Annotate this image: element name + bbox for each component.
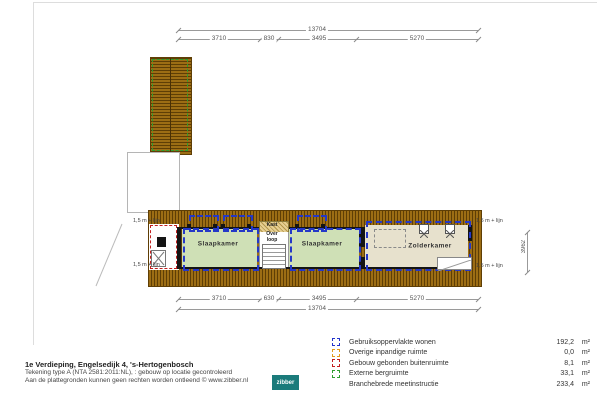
dim-top-seg-1: 3710 (211, 35, 227, 42)
label-kast: Kast (266, 222, 278, 228)
legend-unit: m² (581, 370, 590, 378)
post-x-icon (420, 230, 428, 238)
dim-tick (476, 297, 482, 303)
legend (332, 337, 590, 390)
wall-block (187, 224, 191, 228)
label-overloop-1: Over (266, 231, 278, 237)
legend-swatch-overige-inpandige (332, 349, 340, 357)
frame-line-top (33, 2, 597, 3)
legend-value: 8,1 (564, 359, 574, 367)
dim-bottom-seg-4: 5270 (409, 295, 425, 302)
drawing-disclaimer: Aan de plattegronden kunnen geen rechten worden ontleend © www.zibber.nl (25, 377, 249, 384)
dim-bottom-seg-2: 630 (263, 295, 275, 302)
wall-left (177, 227, 181, 269)
roof-strip (150, 57, 192, 155)
title-block (25, 361, 248, 385)
legend-unit: m² (581, 359, 590, 367)
legend-unit: m² (581, 349, 590, 357)
frame-line-left (33, 2, 34, 345)
legend-label: Branchebrede meetinstructie (349, 380, 439, 388)
legend-swatch-externe-bergruimte (332, 370, 340, 378)
label-zolderkamer: Zolderkamer (408, 242, 452, 250)
gebruiksoppervlakte-outline-2 (290, 228, 361, 271)
dim-right-line (527, 232, 528, 272)
dim-bottom-seg-1: 3710 (211, 295, 227, 302)
marker-15m-right-bottom: 1,5 m + lijn (476, 263, 503, 269)
label-overloop-2: loop (266, 237, 278, 243)
leader-line (94, 222, 124, 288)
legend-value: 192,2 (556, 338, 574, 346)
dim-bottom-seg-3: 3495 (311, 295, 327, 302)
stairs (262, 244, 286, 269)
zolder-inner-outline (374, 229, 406, 248)
label-slaapkamer-2: Slaapkamer (301, 240, 343, 248)
legend-unit: m² (581, 338, 590, 346)
legend-row (332, 337, 590, 348)
legend-swatch-buitenruimte (332, 359, 340, 367)
post-box-2 (445, 224, 455, 234)
legend-row (332, 369, 590, 380)
legend-value: 233,4 (556, 380, 574, 388)
wall-block (221, 224, 225, 228)
wall-segment (157, 237, 166, 247)
legend-label: Overige inpandige ruimte (349, 349, 428, 357)
label-slaapkamer-1: Slaapkamer (197, 240, 239, 248)
wall-block (321, 224, 325, 228)
dim-top-seg-4: 5270 (409, 35, 425, 42)
dim-bottom-total: 13704 (307, 305, 327, 312)
legend-label: Gebruiksoppervlakte wonen (349, 338, 436, 346)
legend-value: 33,1 (560, 370, 574, 378)
legend-row (332, 379, 590, 390)
zibber-logo: zibber (272, 375, 299, 390)
void-box (437, 257, 472, 270)
post-x-icon (446, 230, 454, 238)
dim-tick (525, 270, 531, 276)
legend-swatch-gebruiksoppervlakte (332, 338, 340, 346)
wall-block (295, 224, 299, 228)
gebruiksoppervlakte-outline-1 (183, 228, 259, 271)
dim-top-total: 13704 (307, 26, 327, 33)
legend-label: Gebouw gebonden buitenruimte (349, 359, 449, 367)
marker-15m-left-bottom: 1,5 m + lijn (133, 262, 160, 268)
dim-top-seg-2: 830 (263, 35, 275, 42)
marker-15m-right-top: 1,5 m + lijn (476, 218, 503, 224)
wall-block (213, 224, 217, 228)
legend-value: 0,0 (564, 349, 574, 357)
legend-row (332, 348, 590, 359)
dim-top-seg-3: 3495 (311, 35, 327, 42)
void-diagonal (438, 260, 471, 271)
legend-unit: m² (581, 380, 590, 388)
legend-label: Externe bergruimte (349, 370, 409, 378)
post-box-1 (419, 224, 429, 234)
dim-tick (476, 28, 482, 34)
legend-row (332, 358, 590, 369)
dim-tick (476, 37, 482, 43)
dim-tick (476, 307, 482, 313)
dim-right-depth: 3962 (521, 240, 527, 254)
annex-outline (127, 152, 180, 213)
legend-swatch-none (332, 380, 340, 388)
marker-15m-left-top: 1,5 m + lijn (133, 218, 160, 224)
roof-strip-ridge (170, 58, 171, 154)
drawing-subtitle: Tekening type A (NTA 2581:2011:NL), : gebouw op locatie gecontroleerd (25, 369, 233, 376)
drawing-title: 1e Verdieping, Engelsedijk 4, 's-Hertogenbosch (25, 360, 194, 369)
wall-block (247, 224, 251, 228)
